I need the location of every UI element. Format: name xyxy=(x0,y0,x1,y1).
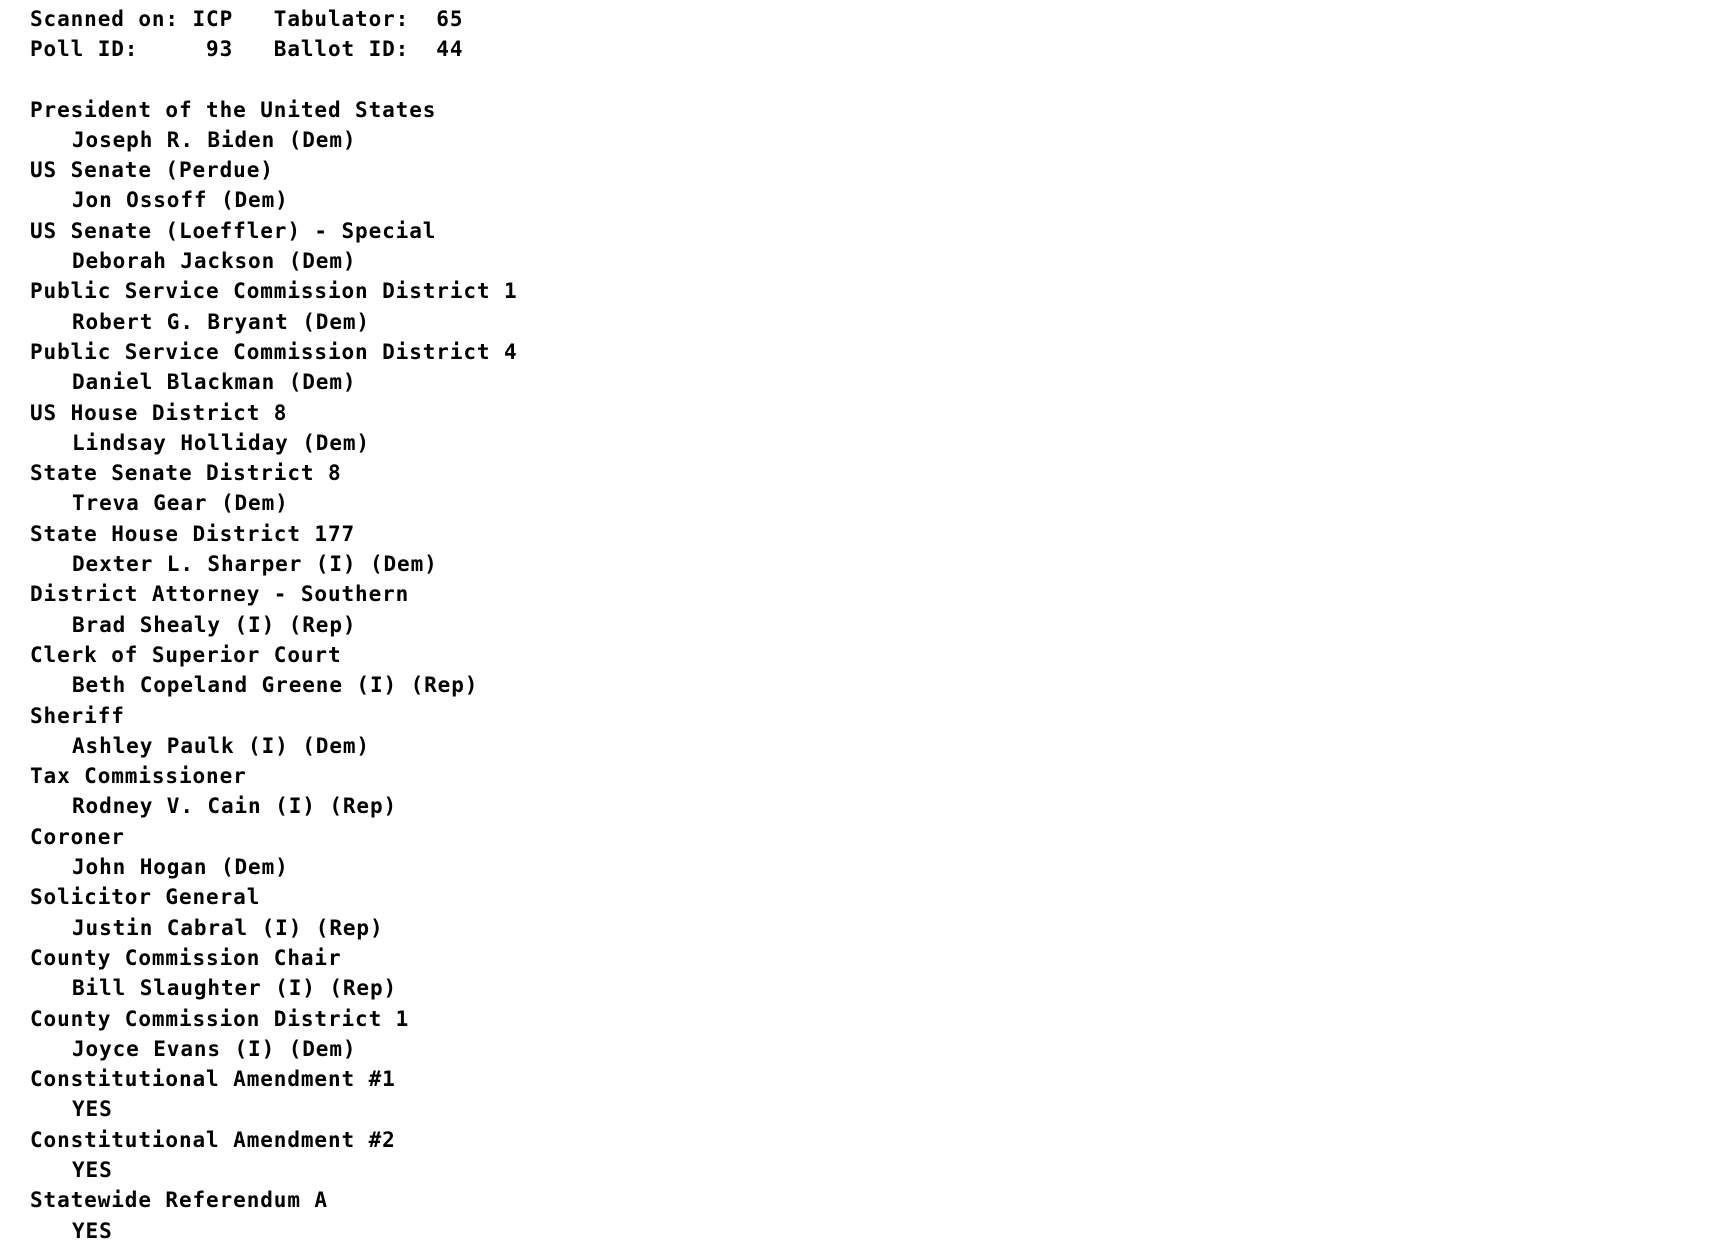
contest-selection: Deborah Jackson (Dem) xyxy=(72,249,357,274)
contest-title: County Commission District 1 xyxy=(30,1006,410,1031)
contest-selection: Daniel Blackman (Dem) xyxy=(72,370,357,395)
contest-selection: Rodney V. Cain (I) (Rep) xyxy=(72,794,398,819)
contest-selection: YES xyxy=(72,1097,113,1122)
contest-selection: John Hogan (Dem) xyxy=(72,855,289,880)
contest-selection: Joseph R. Biden (Dem) xyxy=(72,127,357,152)
contest-title: Constitutional Amendment #1 xyxy=(30,1067,396,1092)
contest-selection: Beth Copeland Greene (I) (Rep) xyxy=(72,673,479,698)
contest-selection: Robert G. Bryant (Dem) xyxy=(72,309,370,334)
contest-selection: Bill Slaughter (I) (Rep) xyxy=(72,976,398,1001)
contest-selection: YES xyxy=(72,1157,113,1182)
contest-title: US House District 8 xyxy=(30,400,288,425)
contest-selection: Lindsay Holliday (Dem) xyxy=(72,430,370,455)
contest-title: Statewide Referendum A xyxy=(30,1188,328,1213)
contest-title: US Senate (Perdue) xyxy=(30,158,274,183)
contest-list xyxy=(30,95,1728,1246)
contest-title: Clerk of Superior Court xyxy=(30,642,342,667)
contest-title: Solicitor General xyxy=(30,885,261,910)
scan-header-line-2: Poll ID: 93 Ballot ID: 44 xyxy=(30,37,464,62)
contest-title: US Senate (Loeffler) - Special xyxy=(30,218,437,243)
contest-title: Sheriff xyxy=(30,703,125,728)
contest-selection: Dexter L. Sharper (I) (Dem) xyxy=(72,552,438,577)
contest-selection: Justin Cabral (I) (Rep) xyxy=(72,915,384,940)
contest-title: Tax Commissioner xyxy=(30,764,247,789)
contest-selection: Brad Shealy (I) (Rep) xyxy=(72,612,357,637)
header-spacer xyxy=(30,65,1728,95)
contest-title: Public Service Commission District 4 xyxy=(30,339,518,364)
contest-title: Constitutional Amendment #2 xyxy=(30,1127,396,1152)
contest-selection: YES xyxy=(72,1218,113,1243)
contest-title: Coroner xyxy=(30,824,125,849)
contest-selection: Jon Ossoff (Dem) xyxy=(72,188,289,213)
contest-selection: Joyce Evans (I) (Dem) xyxy=(72,1036,357,1061)
scan-header-line-1: Scanned on: ICP Tabulator: 65 xyxy=(30,7,464,31)
contest-title: State Senate District 8 xyxy=(30,461,342,486)
contest-title: State House District 177 xyxy=(30,521,356,546)
contest-selection: Treva Gear (Dem) xyxy=(72,491,289,516)
contest-title: District Attorney - Southern xyxy=(30,582,410,607)
contest-selection: Ashley Paulk (I) (Dem) xyxy=(72,733,370,758)
contest-title: President of the United States xyxy=(30,97,437,122)
contest-title: County Commission Chair xyxy=(30,945,342,970)
contest-title: Public Service Commission District 1 xyxy=(30,279,518,304)
